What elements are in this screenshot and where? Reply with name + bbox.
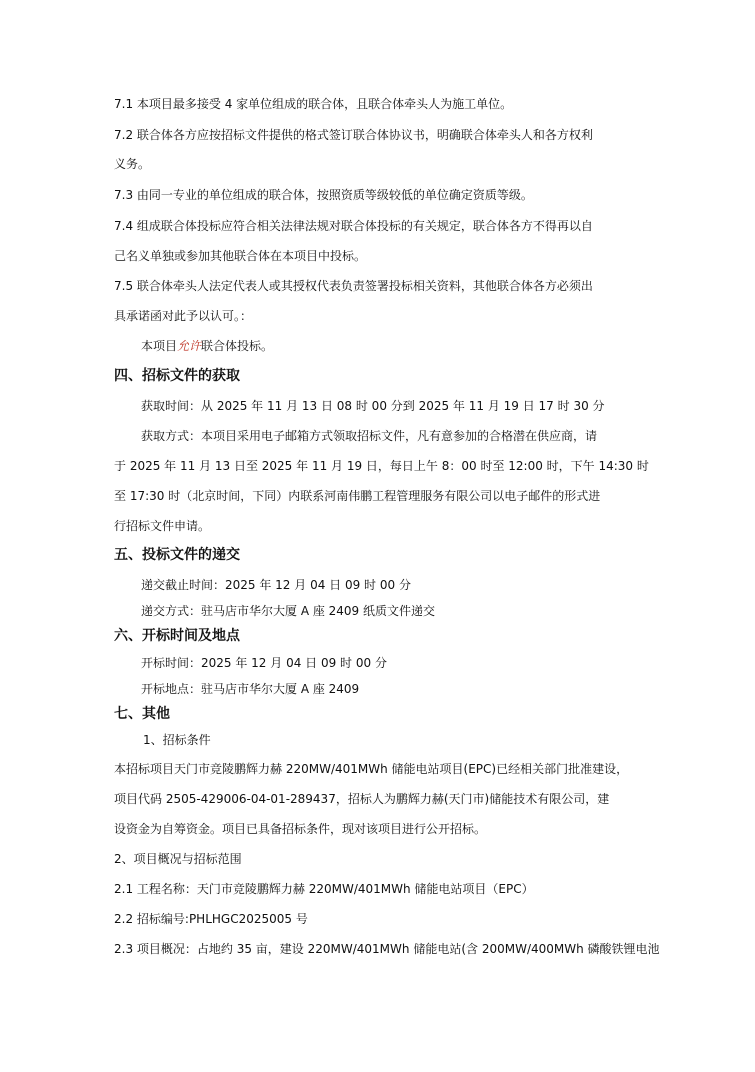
tender-condition-3: 设资金为自筹资金。项目已具备招标条件，现对该项目进行公开招标。 [114, 822, 487, 836]
para-7-5: 7.5 联合体牵头人法定代表人或其授权代表负责签署投标相关资料，其他联合体各方必须出 [114, 279, 593, 293]
obtain-method-cont-1: 于 2025 年 11 月 13 日至 2025 年 11 月 19 日，每日上午 8：00 时至 12:00 时，下午 14:30 时 [114, 459, 649, 473]
project-overview: 2.3 项目概况：占地约 35 亩，建设 220MW/401MWh 储能电站(含 200MW/400MWh 磷酸铁锂电池 [114, 942, 660, 956]
para-7-4: 7.4 组成联合体投标应符合相关法律法规对联合体投标的有关规定，联合体各方不得再以自 [114, 219, 593, 233]
tender-number: 2.2 招标编号:PHLHGC2025005 号 [114, 912, 308, 926]
consortium-allowed-mark: 允许 [177, 339, 202, 353]
consortium-allowed [141, 339, 681, 353]
obtain-method-cont-3: 行招标文件申请。 [114, 519, 211, 533]
para-7-1: 7.1 本项目最多接受 4 家单位组成的联合体，且联合体牵头人为施工单位。 [114, 97, 513, 111]
obtain-method: 获取方式：本项目采用电子邮箱方式领取招标文件，凡有意参加的合格潜在供应商，请 [141, 429, 598, 443]
submit-deadline: 递交截止时间：2025 年 12 月 04 日 09 时 00 分 [141, 578, 411, 592]
para-7-5-cont: 具承诺函对此予以认可。： [114, 309, 253, 323]
obtain-method-cont-2: 至 17:30 时（北京时间，下同）内联系河南伟鹏工程管理服务有限公司以电子邮件的形式进 [114, 489, 601, 503]
subsection-1-title: 1、招标条件 [143, 733, 211, 747]
consortium-text-a: 本项目 [141, 339, 178, 353]
submit-method: 递交方式：驻马店市华尔大厦 A 座 2409 纸质文件递交 [141, 604, 436, 618]
section-7-heading: 七、其他 [114, 706, 170, 722]
consortium-text-c: 联合体投标。 [201, 339, 274, 353]
obtain-time: 获取时间：从 2025 年 11 月 13 日 08 时 00 分到 2025 年 11 月 19 日 17 时 30 分 [141, 399, 605, 413]
para-7-4-cont: 己名义单独或参加其他联合体在本项目中投标。 [114, 249, 367, 263]
section-4-heading: 四、招标文件的获取 [114, 368, 240, 384]
opening-time: 开标时间：2025 年 12 月 04 日 09 时 00 分 [141, 656, 387, 670]
project-name: 2.1 工程名称：天门市竞陵鹏辉力赫 220MW/401MWh 储能电站项目（EPC） [114, 882, 534, 896]
section-6-heading: 六、开标时间及地点 [114, 628, 240, 644]
section-5-heading: 五、投标文件的递交 [114, 547, 240, 563]
para-7-2-cont: 义务。 [114, 157, 151, 171]
tender-condition-1: 本招标项目天门市竞陵鹏辉力赫 220MW/401MWh 储能电站项目(EPC)已经相关部门批准建设， [114, 762, 629, 776]
subsection-2-title: 2、项目概况与招标范围 [114, 852, 242, 866]
para-7-2: 7.2 联合体各方应按招标文件提供的格式签订联合体协议书，明确联合体牵头人和各方权利 [114, 128, 593, 142]
opening-place: 开标地点：驻马店市华尔大厦 A 座 2409 [141, 682, 360, 696]
tender-condition-2: 项目代码 2505-429006-04-01-289437，招标人为鹏辉力赫(天门市)储能技术有限公司，建 [114, 792, 610, 806]
para-7-3: 7.3 由同一专业的单位组成的联合体，按照资质等级较低的单位确定资质等级。 [114, 188, 533, 202]
